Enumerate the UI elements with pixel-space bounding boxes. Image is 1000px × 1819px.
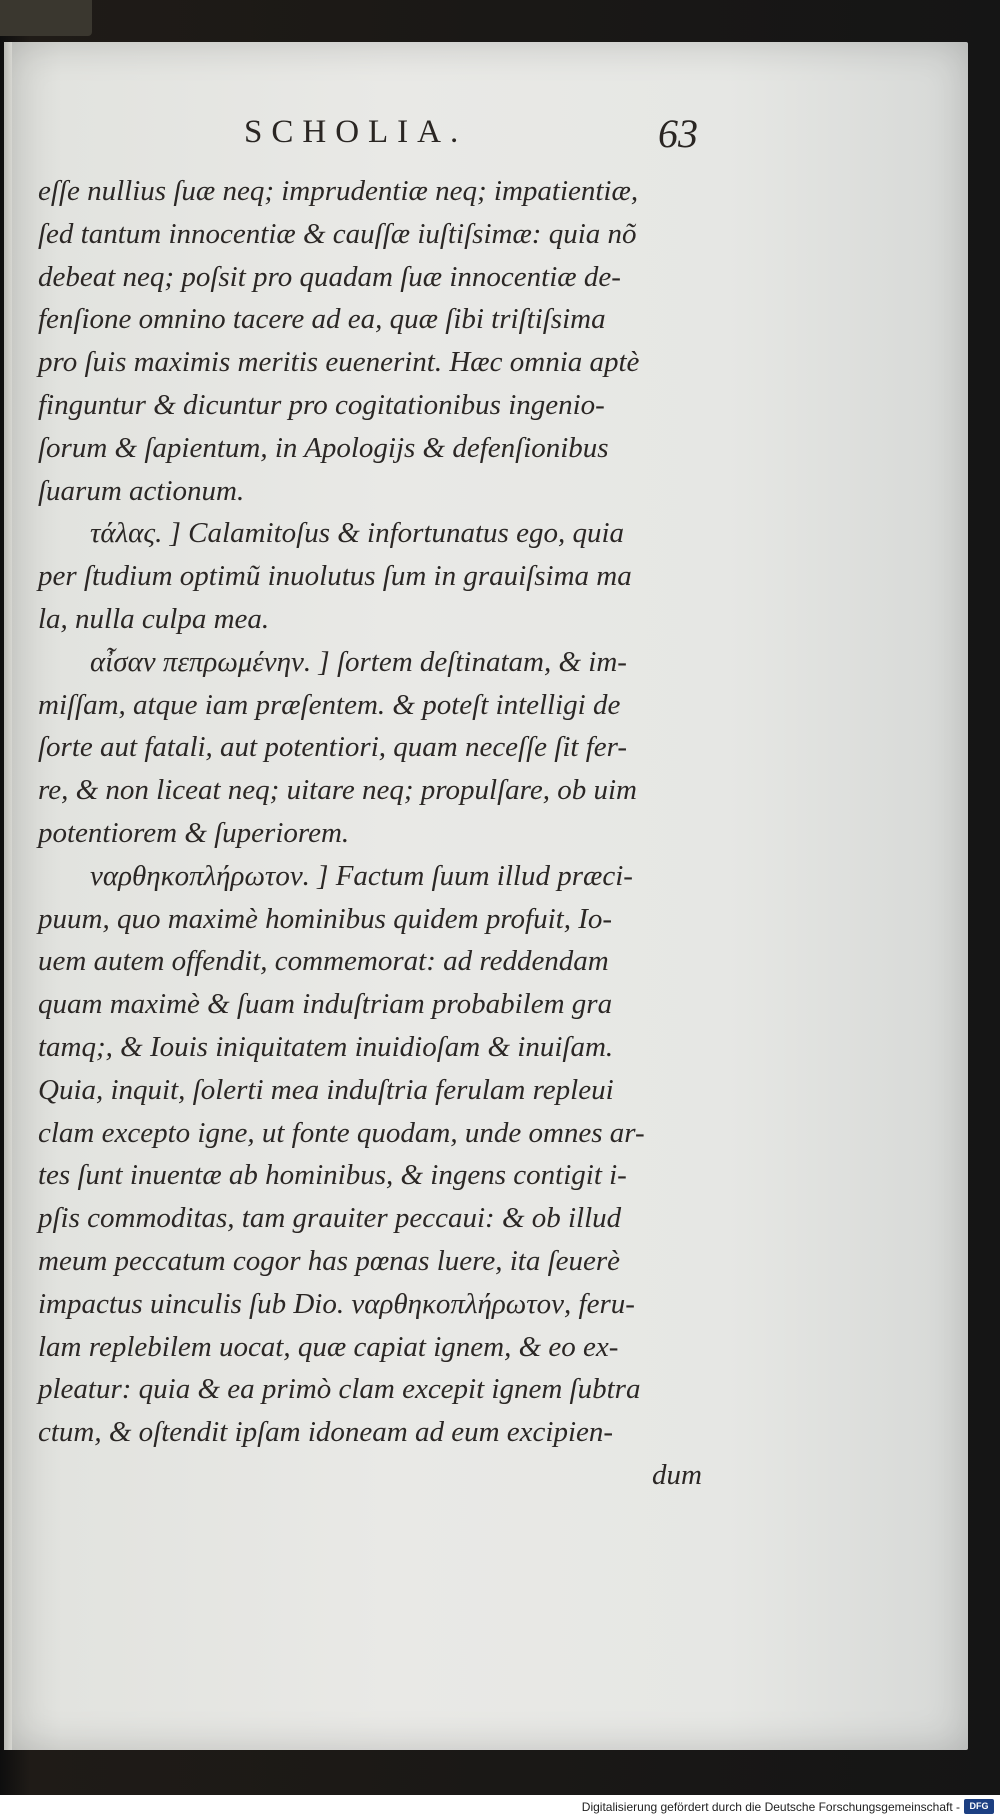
- text-line: eſſe nullius ſuæ neq; imprudentiæ neq; impatientiæ,: [38, 175, 639, 207]
- text-line: per ſtudium optimũ inuolutus ſum in grauiſsima ma: [38, 560, 632, 593]
- text-line: puum, quo maximè hominibus quidem profuit, Io-: [38, 902, 613, 935]
- text-line: miſſam, atque iam præſentem. & poteſt intelligi de: [38, 688, 621, 721]
- text-line: tes ſunt inuentæ ab hominibus, & ingens contigit i-: [38, 1159, 627, 1192]
- text-line: ſuarum actionum.: [38, 474, 245, 507]
- digitization-credit: Digitalisierung gefördert durch die Deutsche Forschungsgemeinschaft -: [581, 1800, 960, 1814]
- text-line: quam maximè & ſuam induſtriam probabilem gra: [38, 988, 613, 1021]
- text-line: clam excepto igne, ut fonte quodam, unde omnes ar-: [38, 1116, 645, 1149]
- text-line: fenſione omnino tacere ad ea, quæ ſibi triſtiſsima: [38, 303, 606, 336]
- text-line: meum peccatum cogor has pœnas luere, ita ſeuerè: [38, 1244, 621, 1277]
- text-line: pſis commoditas, tam grauiter peccaui: & ob illud: [38, 1202, 622, 1235]
- running-head-title: SCHOLIA.: [244, 114, 468, 150]
- text-line-lemma: ναρθηκοπλήρωτον. ] Factum ſuum illud præci-: [90, 859, 633, 892]
- text-line: ſed tantum innocentiæ & cauſſæ iuſtiſsimæ: quia nõ: [38, 217, 637, 250]
- page-gutter: [4, 42, 12, 1750]
- text-line: ſorum & ſapientum, in Apologijs & defenſionibus: [38, 431, 609, 464]
- footer-bar: [0, 1795, 1000, 1819]
- text-line: Quia, inquit, ſolerti mea induſtria ferulam repleui: [38, 1073, 614, 1106]
- text-line: ſorte aut fatali, aut potentiori, quam neceſſe ſit fer-: [38, 731, 628, 764]
- catchword: dum: [652, 1458, 702, 1491]
- scan-clip: [0, 0, 92, 36]
- text-line: ctum, & oſtendit ipſam idoneam ad eum excipien-: [38, 1416, 614, 1449]
- text-line-lemma: αἶσαν πεπρωμένην. ] ſortem deſtinatam, & im-: [90, 645, 627, 678]
- text-line: finguntur & dicuntur pro cogitationibus ingenio-: [38, 388, 605, 421]
- text-line: la, nulla culpa mea.: [38, 602, 270, 635]
- text-line: uem autem offendit, commemorat: ad reddendam: [38, 945, 609, 978]
- text-line: debeat neq; poſsit pro quadam ſuæ innocentiæ de-: [38, 260, 621, 293]
- dfg-logo-icon: DFG: [964, 1799, 994, 1814]
- page-number: 63: [658, 111, 698, 156]
- text-line: pro ſuis maximis meritis euenerint. Hæc omnia aptè: [38, 346, 640, 379]
- text-line: lam replebilem uocat, quæ capiat ignem, & eo ex-: [38, 1330, 619, 1363]
- text-line: pleatur: quia & ea primò clam excepit ignem ſubtra: [38, 1373, 641, 1406]
- commentary-text: [38, 170, 706, 1497]
- text-line: impactus uinculis ſub Dio. ναρθηκοπλήρωτον, feru-: [38, 1287, 635, 1320]
- text-line: re, & non liceat neq; uitare neq; propulſare, ob uim: [38, 774, 637, 807]
- text-line-lemma: τάλας. ] Calamitoſus & infortunatus ego, quia: [90, 517, 625, 550]
- text-line: potentiorem & ſuperiorem.: [38, 816, 350, 849]
- text-line: tamq;, & Iouis iniquitatem inuidioſam & inuiſam.: [38, 1030, 614, 1063]
